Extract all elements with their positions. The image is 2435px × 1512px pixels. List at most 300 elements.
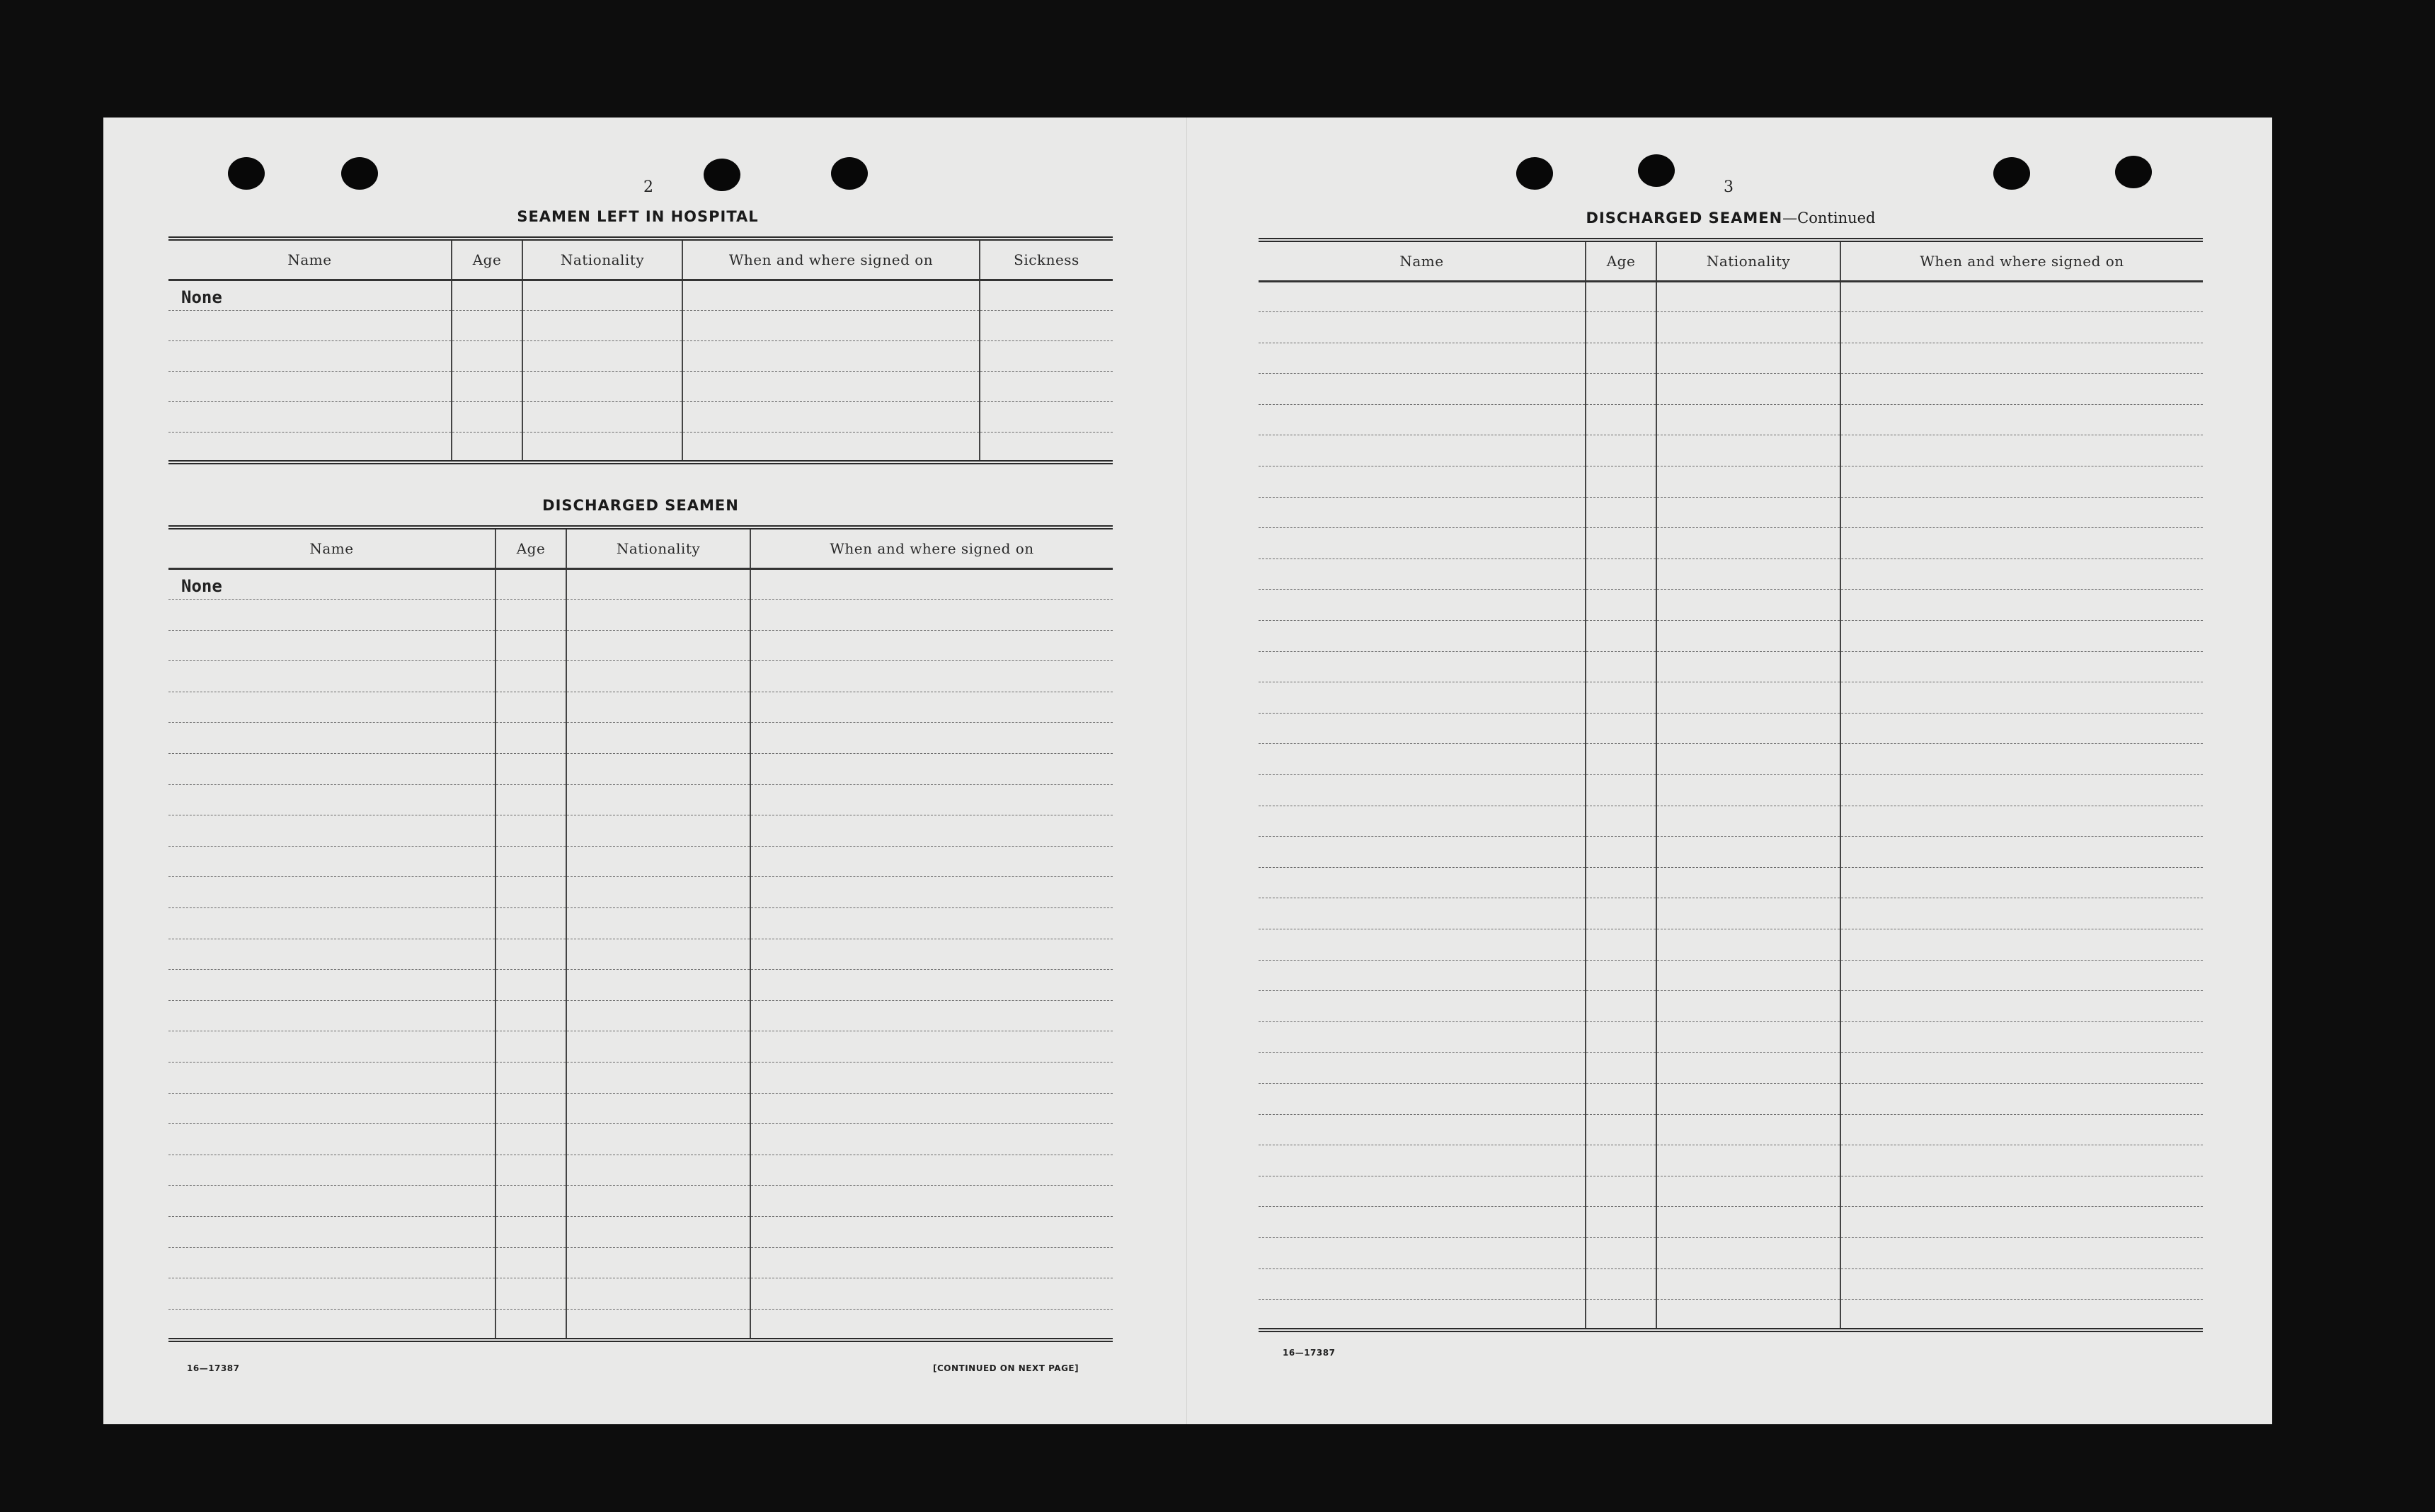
discharged-cell (750, 1031, 1113, 1063)
continued-cell (1840, 682, 2203, 714)
continued-row (1259, 590, 2203, 621)
continued-cell (1259, 435, 1586, 466)
discharged-cell (750, 1186, 1113, 1217)
continued-cell (1586, 775, 1656, 806)
discharged-row (168, 815, 1113, 847)
discharged-cell (168, 1186, 495, 1217)
punch-hole (704, 159, 740, 191)
continued-cell (1259, 713, 1586, 744)
continued-row (1259, 559, 2203, 590)
continued-cell (1586, 713, 1656, 744)
continued-cell (1656, 590, 1840, 621)
continued-cell (1586, 1207, 1656, 1238)
discharged-cell (566, 1309, 750, 1340)
continued-row (1259, 960, 2203, 991)
punch-hole (1638, 154, 1675, 187)
continued-row (1259, 867, 2203, 898)
discharged-cell (566, 600, 750, 631)
hospital-cell (682, 432, 980, 462)
typed-entry: None (181, 287, 222, 307)
discharged-cell (566, 723, 750, 754)
continued-cell (1840, 497, 2203, 528)
discharged-cell (566, 970, 750, 1001)
discharged-cell (750, 754, 1113, 785)
hospital-row (168, 432, 1113, 462)
continued-cell (1259, 466, 1586, 498)
discharged-row (168, 846, 1113, 877)
continued-cell (1259, 621, 1586, 652)
continued-row (1259, 837, 2203, 868)
discharged-cell (168, 661, 495, 692)
continued-cell (1840, 466, 2203, 498)
page-number-left: 2 (643, 178, 653, 196)
discharged-cell (495, 568, 566, 600)
continued-cell (1586, 374, 1656, 405)
discharged-cell (750, 1093, 1113, 1124)
continued-cell (1840, 806, 2203, 837)
continued-cell (1259, 1021, 1586, 1053)
hospital-cell (522, 340, 682, 371)
continued-cell (1259, 1207, 1586, 1238)
discharged-cell (168, 1247, 495, 1278)
continued-row (1259, 281, 2203, 312)
discharged-cell (750, 1309, 1113, 1340)
continued-cell (1586, 960, 1656, 991)
continued-cell (1840, 1300, 2203, 1331)
punch-hole (831, 157, 868, 190)
continued-cell (1840, 374, 2203, 405)
continued-cell (1586, 435, 1656, 466)
continued-cell (1656, 1053, 1840, 1084)
hospital-table (168, 236, 1113, 464)
continued-row (1259, 651, 2203, 682)
continued-cell (1656, 1021, 1840, 1053)
continued-cell (1259, 682, 1586, 714)
continued-cell (1586, 312, 1656, 343)
hospital-cell (168, 310, 452, 340)
discharged-continued-table (1259, 238, 2203, 1332)
continued-cell (1259, 559, 1586, 590)
discharged-cell (566, 877, 750, 908)
continued-cell (1656, 898, 1840, 929)
continued-cell (1586, 991, 1656, 1022)
discharged-cell (495, 1278, 566, 1310)
continued-cell (1586, 590, 1656, 621)
hospital-cell (682, 280, 980, 310)
hospital-cell (168, 340, 452, 371)
continued-cell (1656, 497, 1840, 528)
continued-cell (1656, 312, 1840, 343)
hospital-cell (980, 310, 1113, 340)
discharged-cell (495, 661, 566, 692)
hospital-cell (168, 280, 452, 310)
continued-cell (1840, 435, 2203, 466)
hospital-cell (980, 371, 1113, 401)
continued-cell (1586, 1053, 1656, 1084)
hospital-section-title: SEAMEN LEFT IN HOSPITAL (517, 208, 759, 225)
discharged-cell (750, 815, 1113, 847)
discharged-cell (750, 1278, 1113, 1310)
continued-row (1259, 744, 2203, 775)
continued-row (1259, 466, 2203, 498)
discharged-cell (168, 784, 495, 815)
continued-cell (1656, 682, 1840, 714)
discharged-header-when-and-where-signed-on: When and where signed on (750, 527, 1113, 568)
continued-cell (1259, 898, 1586, 929)
discharged-cell (566, 939, 750, 970)
continued-cell (1656, 528, 1840, 559)
continued-cell (1656, 621, 1840, 652)
discharged-continued-title-main: DISCHARGED SEAMEN (1586, 210, 1783, 227)
hospital-cell (168, 401, 452, 432)
discharged-continued-title (1259, 210, 2203, 227)
continued-cell (1840, 1114, 2203, 1145)
continued-cell (1259, 528, 1586, 559)
discharged-cell (168, 600, 495, 631)
discharged-table (168, 525, 1113, 1342)
continued-cell (1656, 775, 1840, 806)
discharged-cell (566, 846, 750, 877)
continued-cell (1840, 1268, 2203, 1300)
hospital-header-age: Age (452, 239, 522, 280)
continued-cell (1259, 744, 1586, 775)
continued-row (1259, 497, 2203, 528)
discharged-cell (168, 1063, 495, 1094)
continued-row (1259, 312, 2203, 343)
hospital-cell (980, 340, 1113, 371)
continued-cell (1656, 867, 1840, 898)
discharged-cell (495, 1309, 566, 1340)
typed-entry: None (181, 576, 222, 597)
continued-cell (1840, 1237, 2203, 1268)
discharged-cell (495, 1216, 566, 1247)
continued-cell (1656, 466, 1840, 498)
hospital-row (168, 310, 1113, 340)
discharged-cell (566, 1155, 750, 1186)
continued-header-age: Age (1586, 240, 1656, 281)
continued-cell (1656, 960, 1840, 991)
continued-cell (1656, 281, 1840, 312)
discharged-cell (566, 1186, 750, 1217)
discharged-cell (566, 1278, 750, 1310)
hospital-header-name: Name (168, 239, 452, 280)
discharged-header-age: Age (495, 527, 566, 568)
discharged-cell (750, 784, 1113, 815)
continued-header-nationality: Nationality (1656, 240, 1840, 281)
continued-cell (1586, 744, 1656, 775)
hospital-cell (452, 371, 522, 401)
discharged-cell (168, 970, 495, 1001)
hospital-row (168, 280, 1113, 310)
continued-cell (1259, 1053, 1586, 1084)
continued-cell (1656, 991, 1840, 1022)
continued-cell (1656, 343, 1840, 374)
continued-cell (1656, 929, 1840, 960)
continued-cell (1840, 281, 2203, 312)
form-number-right: 16—17387 (1283, 1348, 1336, 1358)
continued-cell (1840, 343, 2203, 374)
hospital-cell (452, 280, 522, 310)
form-number-left: 16—17387 (187, 1363, 240, 1373)
continued-cell (1586, 281, 1656, 312)
hospital-cell (452, 401, 522, 432)
continued-cell (1259, 590, 1586, 621)
hospital-cell (522, 371, 682, 401)
discharged-cell (750, 1216, 1113, 1247)
discharged-row (168, 568, 1113, 600)
discharged-cell (495, 600, 566, 631)
discharged-cell (495, 939, 566, 970)
discharged-cell (168, 1031, 495, 1063)
continued-cell (1656, 1268, 1840, 1300)
discharged-cell (495, 754, 566, 785)
discharged-cell (495, 1155, 566, 1186)
discharged-row (168, 784, 1113, 815)
continued-cell (1586, 559, 1656, 590)
discharged-cell (168, 815, 495, 847)
continued-cell (1656, 559, 1840, 590)
discharged-cell (750, 661, 1113, 692)
discharged-cell (168, 908, 495, 939)
discharged-row (168, 1124, 1113, 1155)
continued-row (1259, 1207, 2203, 1238)
discharged-cell (495, 1031, 566, 1063)
discharged-row (168, 754, 1113, 785)
discharged-row (168, 1000, 1113, 1031)
discharged-cell (566, 692, 750, 723)
continued-cell (1656, 806, 1840, 837)
continued-row (1259, 682, 2203, 714)
continued-cell (1840, 312, 2203, 343)
continued-cell (1259, 1114, 1586, 1145)
continued-cell (1586, 528, 1656, 559)
continued-cell (1259, 837, 1586, 868)
continued-cell (1840, 404, 2203, 435)
discharged-cell (495, 630, 566, 661)
punch-hole (1516, 157, 1553, 190)
hospital-cell (682, 371, 980, 401)
continued-cell (1840, 1207, 2203, 1238)
discharged-cell (495, 723, 566, 754)
continued-cell (1259, 1176, 1586, 1207)
continued-cell (1259, 960, 1586, 991)
discharged-row (168, 723, 1113, 754)
discharged-cell (495, 846, 566, 877)
continued-cell (1586, 1176, 1656, 1207)
hospital-cell (682, 340, 980, 371)
discharged-cell (566, 1247, 750, 1278)
continued-cell (1840, 1145, 2203, 1176)
continued-row (1259, 1268, 2203, 1300)
continued-cell (1259, 1083, 1586, 1114)
discharged-cell (168, 1216, 495, 1247)
continued-cell (1656, 837, 1840, 868)
continued-cell (1259, 404, 1586, 435)
continued-cell (1656, 1176, 1840, 1207)
continued-cell (1840, 590, 2203, 621)
continued-cell (1840, 1176, 2203, 1207)
continued-row (1259, 528, 2203, 559)
hospital-cell (168, 371, 452, 401)
continued-cell (1259, 1145, 1586, 1176)
continued-cell (1259, 651, 1586, 682)
continued-cell (1586, 497, 1656, 528)
discharged-cell (168, 723, 495, 754)
discharged-cell (750, 1247, 1113, 1278)
continued-row (1259, 1237, 2203, 1268)
discharged-row (168, 1278, 1113, 1310)
discharged-cell (566, 1216, 750, 1247)
discharged-cell (750, 692, 1113, 723)
continued-cell (1840, 775, 2203, 806)
continued-cell (1259, 775, 1586, 806)
page-number-right: 3 (1724, 178, 1734, 196)
discharged-cell (566, 568, 750, 600)
discharged-header-name: Name (168, 527, 495, 568)
discharged-cell (750, 1155, 1113, 1186)
continued-row (1259, 1083, 2203, 1114)
continued-cell (1840, 1083, 2203, 1114)
discharged-cell (168, 846, 495, 877)
hospital-row (168, 340, 1113, 371)
continued-cell (1840, 867, 2203, 898)
continued-cell (1656, 651, 1840, 682)
discharged-cell (750, 877, 1113, 908)
continued-cell (1586, 682, 1656, 714)
continued-cell (1656, 713, 1840, 744)
continued-cell (1840, 713, 2203, 744)
discharged-cell (566, 1093, 750, 1124)
discharged-cell (495, 1247, 566, 1278)
continued-cell (1586, 1237, 1656, 1268)
continued-cell (1586, 651, 1656, 682)
continued-row (1259, 374, 2203, 405)
punch-hole (2115, 156, 2152, 188)
discharged-cell (168, 692, 495, 723)
discharged-cell (566, 630, 750, 661)
hospital-row (168, 401, 1113, 432)
continued-row (1259, 806, 2203, 837)
continued-cell (1259, 374, 1586, 405)
continued-row (1259, 713, 2203, 744)
discharged-cell (750, 846, 1113, 877)
hospital-cell (980, 280, 1113, 310)
page-gutter (1186, 118, 1187, 1424)
continued-cell (1586, 1300, 1656, 1331)
continued-cell (1259, 929, 1586, 960)
discharged-cell (566, 1124, 750, 1155)
hospital-cell (682, 401, 980, 432)
discharged-cell (566, 908, 750, 939)
discharged-header-nationality: Nationality (566, 527, 750, 568)
continued-row (1259, 991, 2203, 1022)
continued-row (1259, 435, 2203, 466)
continued-cell (1259, 281, 1586, 312)
discharged-section-title: DISCHARGED SEAMEN (542, 497, 739, 514)
discharged-row (168, 908, 1113, 939)
discharged-cell (168, 1093, 495, 1124)
continued-cell (1586, 343, 1656, 374)
continued-cell (1586, 1083, 1656, 1114)
discharged-row (168, 877, 1113, 908)
document-spread (103, 118, 2272, 1424)
discharged-cell (495, 1186, 566, 1217)
discharged-cell (750, 630, 1113, 661)
continued-cell (1656, 404, 1840, 435)
continued-note: [CONTINUED ON NEXT PAGE] (933, 1363, 1079, 1373)
continued-cell (1586, 1145, 1656, 1176)
hospital-cell (452, 340, 522, 371)
discharged-cell (495, 1093, 566, 1124)
discharged-row (168, 1063, 1113, 1094)
continued-cell (1259, 497, 1586, 528)
continued-cell (1586, 621, 1656, 652)
continued-cell (1656, 1083, 1840, 1114)
discharged-cell (495, 877, 566, 908)
discharged-cell (168, 630, 495, 661)
discharged-cell (168, 568, 495, 600)
discharged-cell (168, 1278, 495, 1310)
discharged-cell (495, 1000, 566, 1031)
continued-row (1259, 621, 2203, 652)
hospital-cell (980, 401, 1113, 432)
discharged-cell (750, 600, 1113, 631)
hospital-cell (980, 432, 1113, 462)
continued-row (1259, 1053, 2203, 1084)
discharged-row (168, 1186, 1113, 1217)
continued-cell (1656, 1237, 1840, 1268)
discharged-cell (750, 568, 1113, 600)
discharged-row (168, 661, 1113, 692)
discharged-row (168, 1155, 1113, 1186)
continued-cell (1586, 837, 1656, 868)
discharged-cell (168, 1155, 495, 1186)
punch-hole (228, 157, 265, 190)
continued-cell (1586, 1268, 1656, 1300)
continued-cell (1586, 1021, 1656, 1053)
discharged-cell (495, 815, 566, 847)
hospital-header-nationality: Nationality (522, 239, 682, 280)
continued-cell (1840, 1053, 2203, 1084)
discharged-row (168, 970, 1113, 1001)
continued-cell (1840, 528, 2203, 559)
discharged-cell (750, 1124, 1113, 1155)
discharged-cell (566, 661, 750, 692)
hospital-header-when-and-where-signed-on: When and where signed on (682, 239, 980, 280)
continued-row (1259, 1114, 2203, 1145)
continued-cell (1586, 1114, 1656, 1145)
continued-row (1259, 1021, 2203, 1053)
discharged-continued-title-suffix: —Continued (1782, 210, 1876, 227)
hospital-cell (168, 432, 452, 462)
continued-cell (1259, 991, 1586, 1022)
discharged-cell (168, 939, 495, 970)
continued-cell (1840, 898, 2203, 929)
discharged-cell (566, 754, 750, 785)
discharged-cell (566, 1000, 750, 1031)
discharged-cell (495, 1124, 566, 1155)
discharged-row (168, 939, 1113, 970)
continued-cell (1656, 1207, 1840, 1238)
hospital-cell (522, 432, 682, 462)
continued-cell (1840, 621, 2203, 652)
continued-cell (1656, 1145, 1840, 1176)
continued-cell (1586, 898, 1656, 929)
hospital-cell (682, 310, 980, 340)
discharged-cell (750, 908, 1113, 939)
continued-cell (1656, 1300, 1840, 1331)
discharged-row (168, 1309, 1113, 1340)
